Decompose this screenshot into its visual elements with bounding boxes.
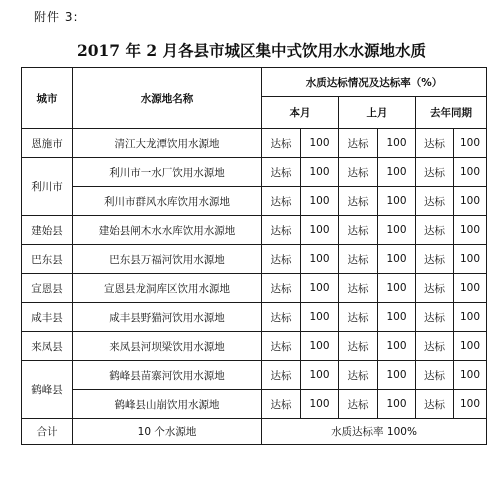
last-year-rate-cell: 100 bbox=[454, 216, 487, 245]
last-month-status-cell: 达标 bbox=[339, 158, 378, 187]
last-year-status-cell: 达标 bbox=[416, 187, 454, 216]
this-month-rate-cell: 100 bbox=[301, 303, 339, 332]
last-month-rate-cell: 100 bbox=[378, 274, 416, 303]
this-month-status-cell: 达标 bbox=[262, 274, 301, 303]
last-year-status-cell: 达标 bbox=[416, 303, 454, 332]
city-name-cell: 来凤县 bbox=[22, 332, 73, 361]
table-row bbox=[22, 332, 487, 361]
header-last-month: 上月 bbox=[339, 97, 416, 129]
last-month-rate-cell: 100 bbox=[378, 129, 416, 158]
last-month-rate-cell: 100 bbox=[378, 187, 416, 216]
city-name-cell: 宣恩县 bbox=[22, 274, 73, 303]
last-month-status-cell: 达标 bbox=[339, 390, 378, 419]
last-month-rate-cell: 100 bbox=[378, 216, 416, 245]
this-month-status-cell: 达标 bbox=[262, 129, 301, 158]
this-month-rate-cell: 100 bbox=[301, 390, 339, 419]
last-year-status-cell: 达标 bbox=[416, 361, 454, 390]
header-source: 水源地名称 bbox=[73, 68, 262, 129]
table-row bbox=[22, 245, 487, 274]
this-month-rate-cell: 100 bbox=[301, 158, 339, 187]
last-year-rate-cell: 100 bbox=[454, 187, 487, 216]
this-month-status-cell: 达标 bbox=[262, 390, 301, 419]
last-month-rate-cell: 100 bbox=[378, 332, 416, 361]
last-month-rate-cell: 100 bbox=[378, 158, 416, 187]
source-name-cell: 利川市一水厂饮用水源地 bbox=[73, 158, 262, 187]
this-month-status-cell: 达标 bbox=[262, 216, 301, 245]
last-year-status-cell: 达标 bbox=[416, 129, 454, 158]
source-name-cell: 巴东县万福河饮用水源地 bbox=[73, 245, 262, 274]
last-year-status-cell: 达标 bbox=[416, 332, 454, 361]
last-month-rate-cell: 100 bbox=[378, 361, 416, 390]
last-year-status-cell: 达标 bbox=[416, 158, 454, 187]
source-name-cell: 咸丰县野猫河饮用水源地 bbox=[73, 303, 262, 332]
water-quality-table bbox=[21, 67, 487, 445]
total-summary-cell: 水质达标率 100% bbox=[262, 419, 487, 445]
this-month-status-cell: 达标 bbox=[262, 361, 301, 390]
source-name-cell: 来凤县河坝梁饮用水源地 bbox=[73, 332, 262, 361]
this-month-rate-cell: 100 bbox=[301, 361, 339, 390]
this-month-rate-cell: 100 bbox=[301, 216, 339, 245]
last-year-rate-cell: 100 bbox=[454, 361, 487, 390]
last-month-rate-cell: 100 bbox=[378, 303, 416, 332]
this-month-status-cell: 达标 bbox=[262, 158, 301, 187]
last-month-status-cell: 达标 bbox=[339, 332, 378, 361]
last-year-rate-cell: 100 bbox=[454, 332, 487, 361]
last-year-status-cell: 达标 bbox=[416, 274, 454, 303]
header-city: 城市 bbox=[22, 68, 73, 129]
this-month-status-cell: 达标 bbox=[262, 332, 301, 361]
table-row bbox=[22, 390, 487, 419]
table-row bbox=[22, 158, 487, 187]
header-last-year: 去年同期 bbox=[416, 97, 487, 129]
source-name-cell: 清江大龙潭饮用水源地 bbox=[73, 129, 262, 158]
header-this-month: 本月 bbox=[262, 97, 339, 129]
this-month-rate-cell: 100 bbox=[301, 274, 339, 303]
last-year-rate-cell: 100 bbox=[454, 390, 487, 419]
last-year-rate-cell: 100 bbox=[454, 129, 487, 158]
this-month-rate-cell: 100 bbox=[301, 332, 339, 361]
source-name-cell: 鹤峰县山崩饮用水源地 bbox=[73, 390, 262, 419]
last-year-status-cell: 达标 bbox=[416, 216, 454, 245]
this-month-status-cell: 达标 bbox=[262, 245, 301, 274]
total-row bbox=[22, 419, 487, 445]
city-name-cell: 利川市 bbox=[22, 158, 73, 216]
source-name-cell: 宣恩县龙洞库区饮用水源地 bbox=[73, 274, 262, 303]
attachment-label: 附件 3: bbox=[34, 10, 79, 24]
last-year-rate-cell: 100 bbox=[454, 274, 487, 303]
city-name-cell: 巴东县 bbox=[22, 245, 73, 274]
this-month-status-cell: 达标 bbox=[262, 303, 301, 332]
last-month-status-cell: 达标 bbox=[339, 245, 378, 274]
this-month-rate-cell: 100 bbox=[301, 245, 339, 274]
table-row bbox=[22, 129, 487, 158]
source-name-cell: 建始县闸木水水库饮用水源地 bbox=[73, 216, 262, 245]
this-month-rate-cell: 100 bbox=[301, 187, 339, 216]
last-year-rate-cell: 100 bbox=[454, 245, 487, 274]
source-name-cell: 鹤峰县苗寨河饮用水源地 bbox=[73, 361, 262, 390]
last-month-status-cell: 达标 bbox=[339, 274, 378, 303]
city-name-cell: 恩施市 bbox=[22, 129, 73, 158]
this-month-rate-cell: 100 bbox=[301, 129, 339, 158]
total-label-cell: 合计 bbox=[22, 419, 73, 445]
header-quality: 水质达标情况及达标率（%） bbox=[262, 68, 487, 97]
source-name-cell: 利川市群风水库饮用水源地 bbox=[73, 187, 262, 216]
total-count-cell: 10 个水源地 bbox=[73, 419, 262, 445]
last-year-rate-cell: 100 bbox=[454, 158, 487, 187]
last-year-status-cell: 达标 bbox=[416, 390, 454, 419]
table-row bbox=[22, 187, 487, 216]
document-title: 2017 年 2 月各县市城区集中式饮用水水源地水质 bbox=[76, 41, 427, 60]
table-row bbox=[22, 361, 487, 390]
city-name-cell: 鹤峰县 bbox=[22, 361, 73, 419]
last-month-status-cell: 达标 bbox=[339, 129, 378, 158]
last-month-status-cell: 达标 bbox=[339, 216, 378, 245]
table-row bbox=[22, 274, 487, 303]
city-name-cell: 建始县 bbox=[22, 216, 73, 245]
last-month-status-cell: 达标 bbox=[339, 361, 378, 390]
table-row bbox=[22, 216, 487, 245]
this-month-status-cell: 达标 bbox=[262, 187, 301, 216]
last-month-status-cell: 达标 bbox=[339, 303, 378, 332]
last-year-status-cell: 达标 bbox=[416, 245, 454, 274]
last-year-rate-cell: 100 bbox=[454, 303, 487, 332]
last-month-rate-cell: 100 bbox=[378, 390, 416, 419]
last-month-status-cell: 达标 bbox=[339, 187, 378, 216]
city-name-cell: 咸丰县 bbox=[22, 303, 73, 332]
table-row bbox=[22, 303, 487, 332]
last-month-rate-cell: 100 bbox=[378, 245, 416, 274]
